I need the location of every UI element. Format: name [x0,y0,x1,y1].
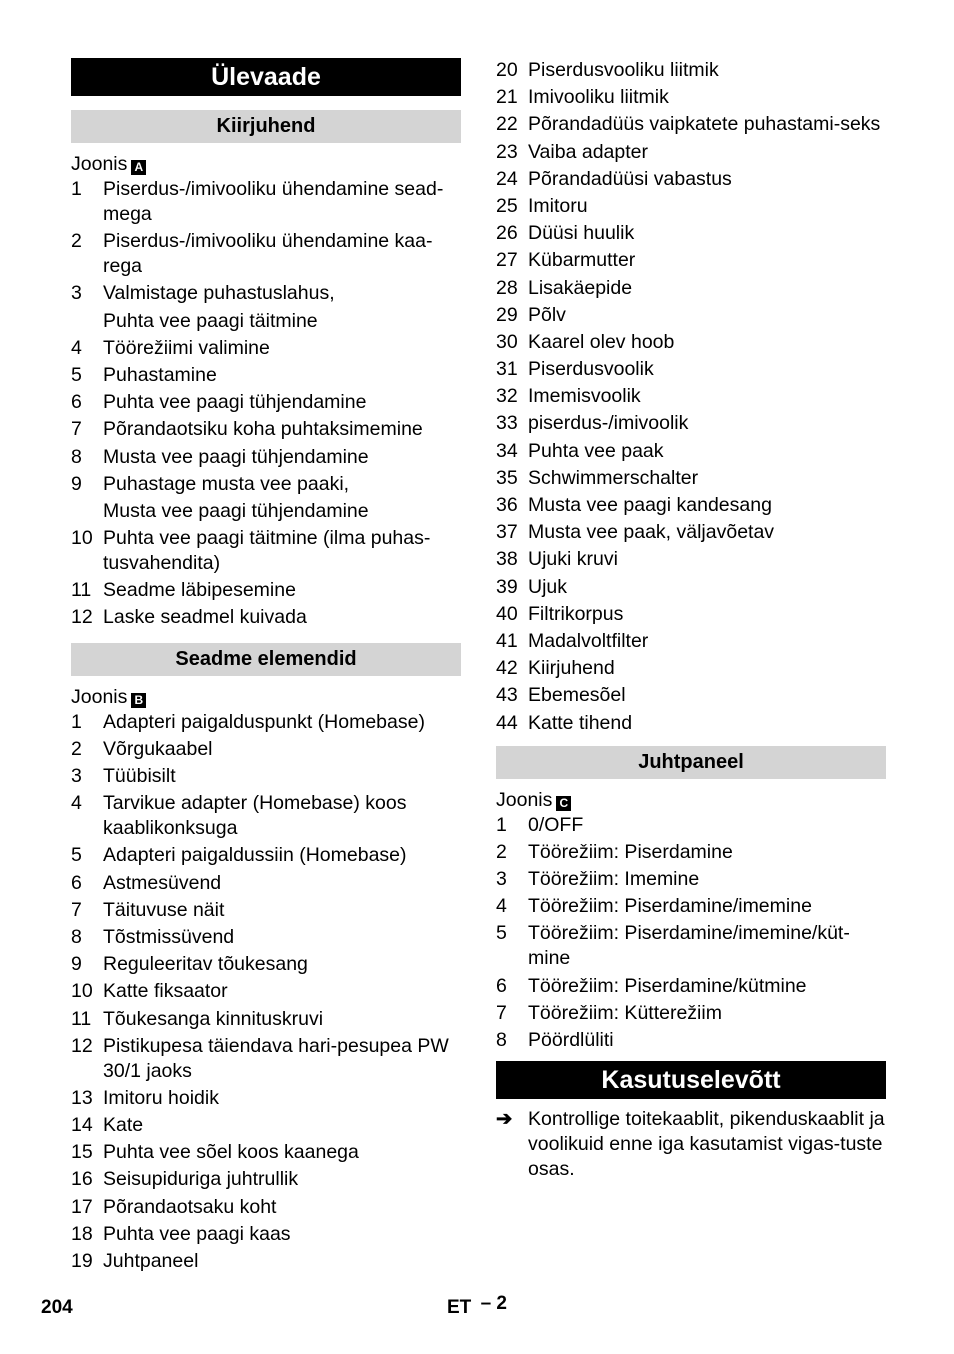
item-text: Kaarel olev hoob [528,330,675,353]
item-text: Täituvuse näit [103,898,225,921]
item-text: Musta vee paagi tühjendamine [103,499,369,522]
list-item [496,520,886,545]
heading-control-panel: Juhtpaneel [496,746,886,779]
quick-guide-list [71,177,461,630]
item-text: Töörežiimi valimine [103,336,270,359]
item-number: 6 [496,974,507,997]
item-number: 7 [71,898,82,921]
item-number: 5 [71,844,82,867]
item-text: Imitoru hoidik [103,1086,219,1109]
figure-badge-c: C [556,796,571,811]
list-item [71,1249,461,1274]
item-number: 3 [71,765,82,787]
control-panel-list [496,813,886,1053]
left-column [71,58,461,1276]
list-item [71,952,461,977]
item-number: 23 [496,140,518,163]
item-text: Ujuki kruvi [528,548,618,571]
item-text: Imivooliku liitmik [528,86,669,109]
item-text: Katte fiksaator [103,980,228,1003]
list-item [496,867,886,892]
item-text: Valmistage puhastuslahus, [103,282,335,305]
list-item [496,439,886,464]
item-number: 12 [71,1034,93,1057]
item-number: 17 [71,1195,93,1218]
list-item [496,221,886,246]
item-number: 38 [496,548,518,571]
list-item [496,303,886,328]
item-number: 35 [496,466,518,489]
list-item [496,894,886,919]
list-item [71,1113,461,1138]
item-number: 16 [71,1168,93,1191]
list-item [496,656,886,681]
list-item [71,1140,461,1165]
item-number: 42 [496,657,518,680]
list-item [71,390,461,415]
section-title-commissioning: Kasutuselevõtt [496,1061,886,1099]
item-text: Piserdus-/imivooliku ühendamine kaa-rega [103,230,433,278]
item-text: Tüübisilt [103,765,176,787]
figure-label: Joonis [71,153,128,175]
item-text: Puhta vee paagi täitmine [103,309,318,332]
item-text: Ujuk [528,575,568,598]
list-item [496,974,886,999]
item-number: 41 [496,629,518,652]
item-text: Düüsi huulik [528,222,635,245]
item-text: Seadme läbipesemine [103,579,296,602]
list-item [496,493,886,518]
figure-label: Joonis [496,788,553,811]
list-item [71,1034,461,1084]
item-number: 7 [71,418,82,441]
item-text: Ebemesõel [528,684,626,707]
list-item [71,1167,461,1192]
item-number: 40 [496,602,518,625]
device-elements-list-continued [496,58,886,736]
item-number: 13 [71,1086,93,1109]
list-item [71,925,461,950]
item-text: Töörežiim: Piserdamine [528,840,733,863]
list-item [496,85,886,110]
item-number: 22 [496,113,518,136]
list-item [496,547,886,572]
right-column [496,58,886,1182]
item-text: Kiirjuhend [528,657,615,680]
item-text: Adapteri paigaldussiin (Homebase) [103,844,407,867]
item-text: Pöördlüliti [528,1029,614,1051]
list-item [496,1028,886,1053]
item-text: Töörežiim: Piserdamine/imemine/küt-mine [528,922,850,970]
list-item [496,921,886,971]
item-number: 10 [71,980,93,1003]
list-item [71,871,461,896]
item-number: 31 [496,358,518,381]
item-number: 29 [496,303,518,326]
item-number: 4 [71,792,82,815]
item-number: 1 [71,178,82,200]
item-number: 36 [496,494,518,516]
list-item [496,466,886,491]
item-number: 4 [71,336,82,359]
item-number [71,499,103,524]
item-number: 26 [496,222,518,245]
instruction-bullet [496,1107,886,1182]
item-text: Põrandadüüsi vabastus [528,167,732,190]
list-item [496,813,886,838]
item-number: 9 [71,953,82,976]
item-number: 18 [71,1222,93,1245]
item-number: 19 [71,1250,93,1272]
language-code: ET [447,1297,472,1318]
list-item [71,764,461,789]
item-text: Puhta vee paak [528,439,664,462]
list-item [71,499,461,524]
item-number: 37 [496,521,518,544]
list-item [71,791,461,841]
list-item [496,140,886,165]
item-number: 11 [71,1007,92,1030]
item-number: 9 [71,472,82,495]
list-item [496,357,886,382]
list-item [496,384,886,409]
heading-device-elements: Seadme elemendid [71,643,461,676]
item-text: Puhastamine [103,363,217,386]
item-number: 24 [496,167,518,190]
item-text: Seisupiduriga juhtrullik [103,1168,299,1191]
item-text: Töörežiim: Imemine [528,868,700,891]
list-item [496,602,886,627]
list-item [71,309,461,334]
list-item [71,843,461,868]
list-item [71,737,461,762]
list-item [71,229,461,279]
item-number: 8 [496,1029,507,1051]
list-item [71,281,461,306]
arrow-right-icon: ➔ [496,1108,513,1131]
item-text: Tarvikue adapter (Homebase) koos kaablikonksuga [103,792,407,840]
list-item [71,1007,461,1032]
item-text: Imemisvoolik [528,385,641,408]
item-number: 3 [71,282,82,305]
item-number: 1 [71,710,82,733]
list-item [71,898,461,923]
item-text: Juhtpaneel [103,1250,199,1272]
item-text: Põlv [528,303,566,326]
list-item [71,578,461,603]
item-text: Imitoru [528,194,588,217]
list-item [71,1195,461,1220]
item-number: 1 [496,813,507,836]
item-text: Astmesüvend [103,871,222,894]
page-sub-number: – 2 [480,1293,507,1314]
list-item [496,276,886,301]
item-text: Musta vee paak, väljavõetav [528,521,775,544]
list-item [496,167,886,192]
item-text: Katte tihend [528,711,633,734]
item-text: piserdus-/imivoolik [528,412,689,435]
item-text: Võrgukaabel [103,737,213,760]
item-number: 39 [496,575,518,598]
item-number: 5 [71,363,82,386]
item-text: Laske seadmel kuivada [103,606,307,629]
item-number: 8 [71,445,82,468]
item-number: 10 [71,527,93,550]
list-item [71,526,461,576]
item-text: Piserdusvoolik [528,358,654,381]
item-text: Piserdus-/imivooliku ühendamine sead-mega [103,178,444,225]
list-item [71,1222,461,1247]
item-number: 2 [496,840,507,863]
list-item [496,58,886,83]
item-number: 6 [71,391,82,414]
figure-ref-b [71,685,461,710]
item-text: Puhta vee paagi tühjendamine [103,391,367,414]
list-item [496,411,886,436]
item-text: Filtrikorpus [528,602,624,625]
item-text: Musta vee paagi kandesang [528,494,772,516]
list-item [496,248,886,273]
item-number: 8 [71,925,82,948]
item-text: Puhta vee sõel koos kaanega [103,1141,359,1164]
list-item [496,112,886,137]
item-number: 14 [71,1114,93,1137]
item-text: Pistikupesa täiendava hari-pesupea PW 30/1 jaoks [103,1034,449,1082]
item-text: Kübarmutter [528,249,636,272]
list-item [496,629,886,654]
item-text: Kate [103,1114,144,1137]
item-number: 21 [496,86,518,109]
page-number: 204 [41,1297,73,1318]
list-item [496,1001,886,1026]
figure-ref-a [71,152,461,177]
item-text: Schwimmerschalter [528,466,699,489]
item-number: 3 [496,868,507,891]
item-text: Puhastage musta vee paaki, [103,472,350,495]
list-item [71,336,461,361]
item-number: 11 [71,579,92,602]
item-number: 5 [496,922,507,945]
item-number: 32 [496,385,518,408]
list-item [71,1086,461,1111]
item-text: Töörežiim: Piserdamine/kütmine [528,974,807,997]
list-item [496,575,886,600]
item-text: Piserdusvooliku liitmik [528,59,719,81]
item-number: 44 [496,711,518,734]
figure-label: Joonis [71,685,128,708]
figure-badge-b: B [131,693,146,708]
list-item [496,194,886,219]
list-item [496,330,886,355]
item-number: 15 [71,1141,93,1164]
item-number [71,309,103,334]
list-item [71,363,461,388]
item-text: Vaiba adapter [528,140,648,163]
item-text: Musta vee paagi tühjendamine [103,445,369,468]
item-number: 30 [496,330,518,353]
list-item [71,605,461,630]
item-text: 0/OFF [528,813,584,836]
item-number: 12 [71,606,93,629]
figure-badge-a: A [131,160,146,175]
item-text: Põrandaotsiku koha puhtaksimemine [103,418,423,441]
item-number: 20 [496,59,518,81]
item-text: Tõstmissüvend [103,925,235,948]
item-text: Tõukesanga kinnituskruvi [103,1007,324,1030]
device-elements-list [71,710,461,1274]
list-item [496,711,886,736]
item-text: Põrandadüüs vaipkatete puhastami-seks [528,113,881,136]
item-number: 34 [496,439,518,462]
item-number: 7 [496,1001,507,1024]
item-text: Reguleeritav tõukesang [103,953,308,976]
item-text: Puhta vee paagi kaas [103,1222,291,1245]
item-number: 6 [71,871,82,894]
list-item [71,445,461,470]
item-text: Madalvoltfilter [528,629,649,652]
item-number: 28 [496,276,518,299]
list-item [71,472,461,497]
item-text: Puhta vee paagi täitmine (ilma puhas-tusvahendita) [103,527,431,575]
item-number: 33 [496,412,518,435]
heading-quick-guide: Kiirjuhend [71,110,461,143]
item-number: 25 [496,194,518,217]
item-text: Töörežiim: Kütterežiim [528,1001,722,1024]
item-number: 2 [71,737,82,760]
list-item [496,683,886,708]
list-item [71,710,461,735]
list-item [496,840,886,865]
figure-ref-c [496,788,886,813]
item-text: Põrandaotsaku koht [103,1195,277,1218]
item-text: Lisakäepide [528,276,633,299]
item-number: 27 [496,249,518,272]
instruction-text: Kontrollige toitekaablit, pikenduskaablit ja voolikuid enne iga kasutamist vigas-tuste osas. [528,1108,885,1181]
item-text: Adapteri paigalduspunkt (Homebase) [103,710,425,733]
item-number: 4 [496,895,507,918]
list-item [71,979,461,1004]
item-number: 2 [71,230,82,253]
footer-language [447,1293,507,1319]
list-item [71,417,461,442]
list-item [71,177,461,227]
item-text: Töörežiim: Piserdamine/imemine [528,895,812,918]
section-title-overview: Ülevaade [71,58,461,96]
item-number: 43 [496,684,518,707]
